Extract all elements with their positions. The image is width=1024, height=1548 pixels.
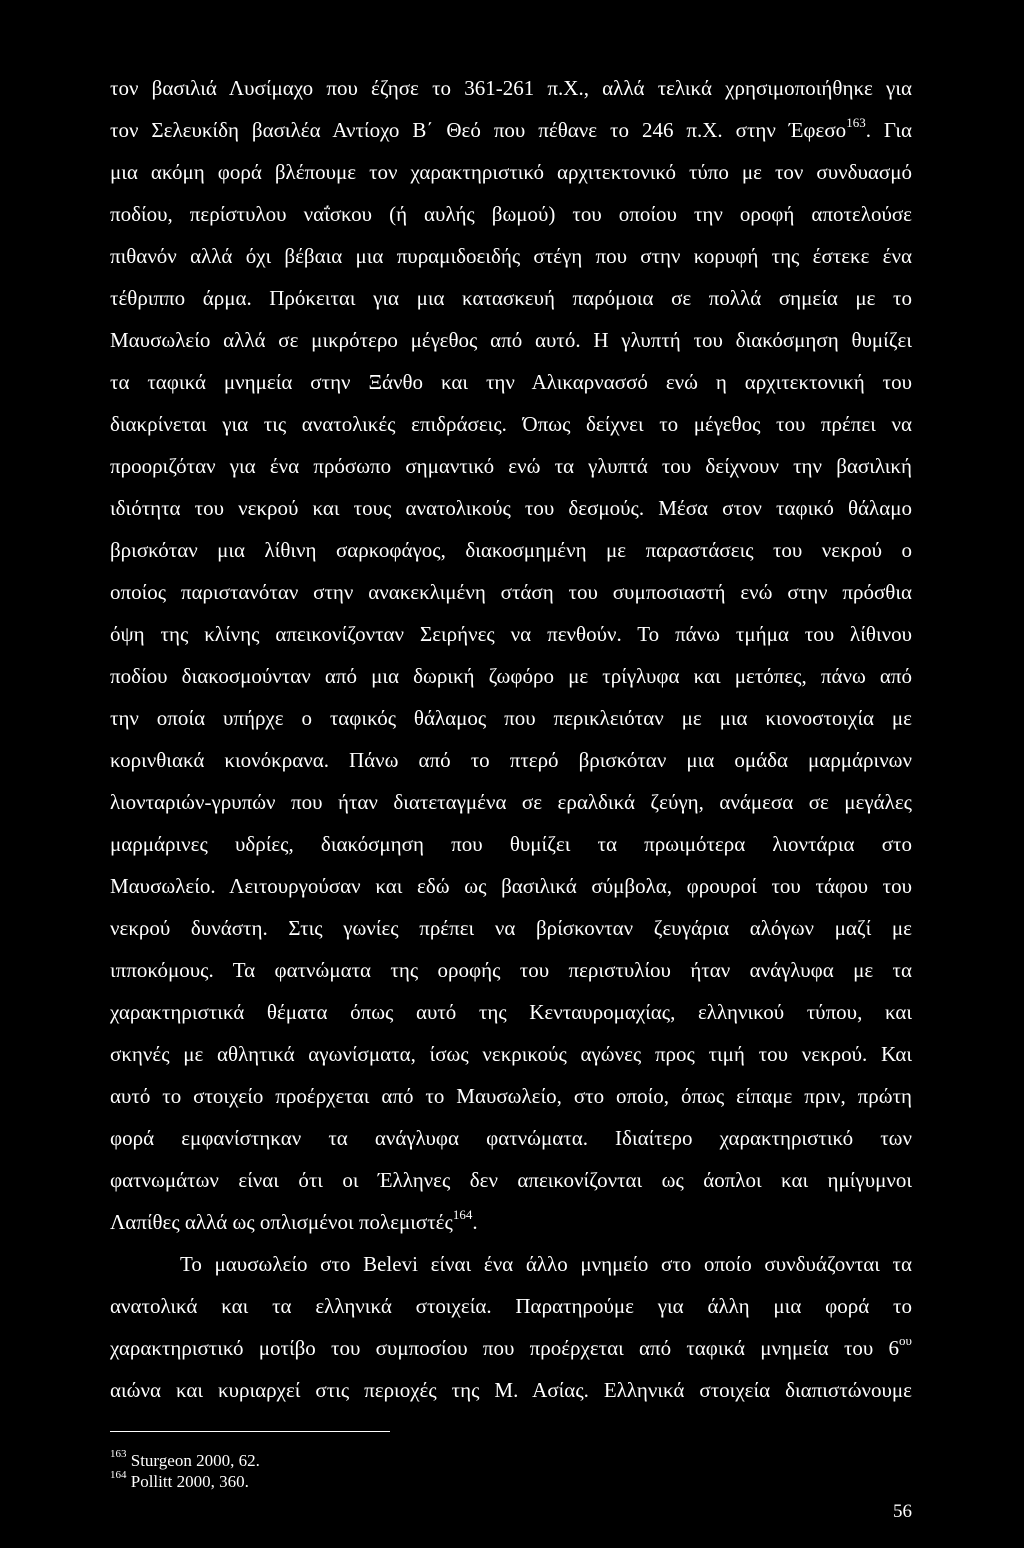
text-line [110,409,912,439]
line-text: τον Σελευκίδη βασιλέα Αντίοχο Β΄ Θεό που πέθανε το 246 π.Χ. στην Έφεσο [110,118,847,142]
text-line [110,1333,912,1363]
text-line [110,535,912,565]
text-line [110,367,912,397]
text-line [110,787,912,817]
text-line [110,1123,912,1153]
line-text: ανατολικά και τα ελληνικά στοιχεία. Παρατηρούμε για άλλη μια φορά το [110,1294,912,1318]
line-text: προοριζόταν για ένα πρόσωπο σημαντικό ενώ τα γλυπτά του δείχνουν την βασιλική [110,454,912,478]
page-number: 56 [893,1501,912,1522]
text-line [110,955,912,985]
footnote-text: Pollitt 2000, 360. [130,1472,249,1491]
text-line [110,577,912,607]
line-text: την οποία υπήρχε ο ταφικός θάλαμος που περικλειόταν με μια κιονοστοιχία με [110,706,912,730]
footnote [110,1450,610,1472]
text-line [110,115,912,145]
line-text: Λαπίθες αλλά ως οπλισμένοι πολεμιστές [110,1210,453,1234]
line-text: Το μαυσωλείο στο Belevi είναι ένα άλλο μνημείο στο οποίο συνδυάζονται τα [180,1252,912,1276]
text-line [110,451,912,481]
footnote-separator [110,1431,390,1432]
line-text: μαρμάρινες υδρίες, διακόσμηση που θυμίζει τα πρωιμότερα λιοντάρια στο [110,832,912,856]
line-text: μια ακόμη φορά βλέπουμε τον χαρακτηριστικό αρχιτεκτονικό τύπο με τον συνδυασμό [110,160,912,184]
text-line [110,1207,912,1237]
text-line [110,325,912,355]
line-text: τα ταφικά μνημεία στην Ξάνθο και την Αλικαρνασσό ενώ η αρχιτεκτονική του [110,370,912,394]
text-line [110,703,912,733]
line-text: νεκρού δυνάστη. Στις γωνίες πρέπει να βρίσκονταν ζευγάρια αλόγων μαζί με [110,916,912,940]
line-text: σκηνές με αθλητικά αγωνίσματα, ίσως νεκρικούς αγώνες προς τιμή του νεκρού. Και [110,1042,912,1066]
line-text: ιπποκόμους. Τα φατνώματα της οροφής του περιστυλίου ήταν ανάγλυφα με τα [110,958,912,982]
line-text: ποδίου διακοσμούνταν από μια δωρική ζωφόρο με τρίγλυφα και μετόπες, πάνω από [110,664,912,688]
text-line [110,913,912,943]
text-line [110,1081,912,1111]
footnote-number: 164 [110,1469,127,1482]
line-text: χαρακτηριστικό μοτίβο του συμποσίου που προέρχεται από ταφικά μνημεία του 6 [110,1336,900,1360]
line-text: αυτό το στοιχείο προέρχεται από το Μαυσωλείο, στο οποίο, όπως είπαμε πριν, πρώτη [110,1084,912,1108]
line-text: χαρακτηριστικά θέματα όπως αυτό της Κενταυρομαχίας, ελληνικού τύπου, και [110,1000,912,1024]
line-text: τέθριππο άρμα. Πρόκειται για μια κατασκευή παρόμοια σε πολλά σημεία με το [110,286,912,310]
text-line [110,73,912,103]
text-line [110,661,912,691]
text-line [110,997,912,1027]
text-line [110,1165,912,1195]
text-line [110,283,912,313]
footnote-text: Sturgeon 2000, 62. [130,1451,260,1470]
line-text: ποδίου, περίστυλου ναΐσκου (ή αυλής βωμού) του οποίου την οροφή αποτελούσε [110,202,912,226]
text-line [110,157,912,187]
line-text: . Για [865,118,912,142]
text-line [110,829,912,859]
text-line [110,745,912,775]
text-line [110,871,912,901]
line-text: ιδιότητα του νεκρού και τους ανατολικούς του δεσμούς. Μέσα στον ταφικό θάλαμο [110,496,912,520]
line-text: φορά εμφανίστηκαν τα ανάγλυφα φατνώματα. Ιδιαίτερο χαρακτηριστικό των [110,1126,912,1150]
text-line [110,1375,912,1405]
text-line [180,1249,912,1279]
footnote-number: 163 [110,1448,127,1461]
line-text: όψη της κλίνης απεικονίζονταν Σειρήνες να πενθούν. Το πάνω τμήμα του λίθινου [110,622,912,646]
text-line [110,199,912,229]
line-text: κορινθιακά κιονόκρανα. Πάνω από το πτερό βρισκόταν μια ομάδα μαρμάρινων [110,748,912,772]
line-text: πιθανόν αλλά όχι βέβαια μια πυραμιδοειδής στέγη που στην κορυφή της έστεκε ένα [110,244,912,268]
text-line [110,1039,912,1069]
line-text: λιονταριών-γρυπών που ήταν διατεταγμένα σε εραλδικά ζεύγη, ανάμεσα σε μεγάλες [110,790,912,814]
text-line [110,241,912,271]
footnote [110,1471,610,1493]
line-text: αιώνα και κυριαρχεί στις περιοχές της Μ. Ασίας. Ελληνικά στοιχεία διαπιστώνουμε [110,1378,912,1402]
line-text: Μαυσωλείο. Λειτουργούσαν και εδώ ως βασιλικά σύμβολα, φρουροί του τάφου του [110,874,912,898]
line-text: φατνωμάτων είναι ότι οι Έλληνες δεν απεικονίζονται ως άοπλοι και ημίγυμνοι [110,1168,912,1192]
footnote-ref: 163 [846,115,866,131]
footnote-ref: 164 [452,1207,473,1223]
line-text: βρισκόταν μια λίθινη σαρκοφάγος, διακοσμημένη με παραστάσεις του νεκρού ο [110,538,912,562]
line-text: τον βασιλιά Λυσίμαχο που έζησε το 361-261 π.Χ., αλλά τελικά χρησιμοποιήθηκε για [110,76,912,100]
text-line [110,493,912,523]
line-text: . [472,1210,478,1234]
text-line [110,1291,912,1321]
text-line [110,619,912,649]
line-text: διακρίνεται για τις ανατολικές επιδράσεις. Όπως δείχνει το μέγεθος του πρέπει να [110,412,912,436]
ordinal-suffix: ου [899,1333,912,1349]
line-text: οποίος παριστανόταν στην ανακεκλιμένη στάση του συμποσιαστή ενώ στην πρόσθια [110,580,912,604]
line-text: Μαυσωλείο αλλά σε μικρότερο μέγεθος από αυτό. Η γλυπτή του διακόσμηση θυμίζει [110,328,912,352]
